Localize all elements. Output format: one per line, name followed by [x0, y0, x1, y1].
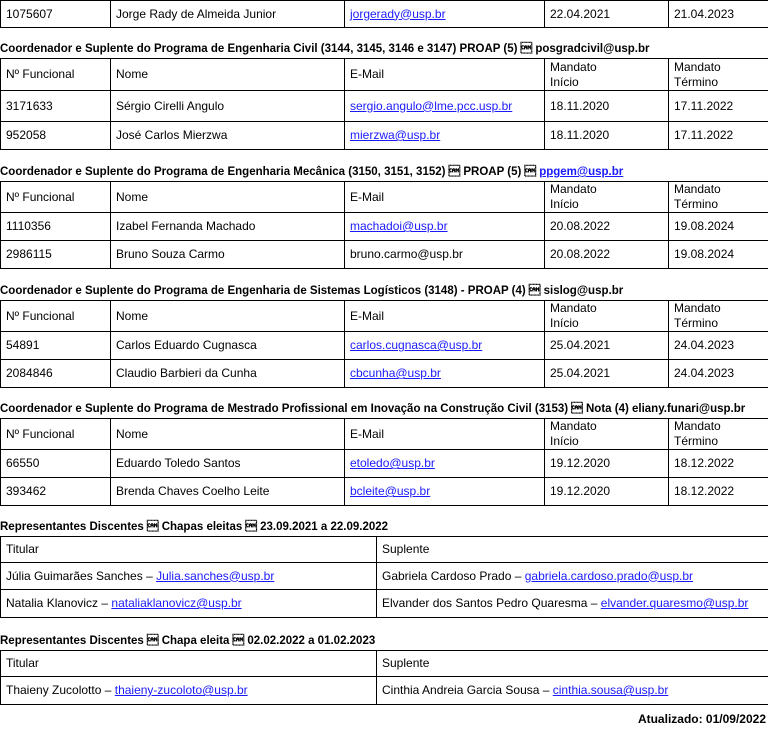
- name-cell: Eduardo Toledo Santos: [111, 450, 345, 478]
- email-link[interactable]: thaieny-zucoloto@usp.br: [114, 683, 248, 697]
- col-header-suplente: Suplente: [377, 537, 768, 563]
- name-cell: José Carlos Mierzwa: [111, 122, 345, 150]
- start-cell: 22.04.2021: [545, 1, 669, 28]
- section-title-civil: Coordenador e Suplente do Programa de Engenharia Civil (3144, 3145, 3146 e 3147) PROAP (5)  posgradcivil@usp.br: [0, 43, 650, 55]
- id-cell: 2084846: [1, 360, 111, 388]
- col-header-id: Nº Funcional: [1, 301, 111, 332]
- end-cell: 18.12.2022: [669, 450, 768, 478]
- col-header-name: Nome: [111, 301, 345, 332]
- email-link[interactable]: nataliaklanovicz@usp.br: [111, 596, 242, 610]
- id-cell: 952058: [1, 122, 111, 150]
- id-cell: 1075607: [1, 1, 111, 28]
- email-link[interactable]: carlos.cugnasca@usp.br: [350, 338, 483, 352]
- table-mestrado: [0, 418, 768, 506]
- table-row: [1, 590, 768, 618]
- end-cell: 17.11.2022: [669, 122, 768, 150]
- start-cell: 19.12.2020: [545, 478, 669, 506]
- students-title-1: Representantes Discentes  Chapas eleitas  23.09.2021 a 22.09.2022: [0, 521, 389, 533]
- col-header-name: Nome: [111, 182, 345, 213]
- id-cell: 2986115: [1, 241, 111, 269]
- name-cell: Bruno Souza Carmo: [111, 241, 345, 269]
- end-cell: 19.08.2024: [669, 213, 768, 241]
- id-cell: 393462: [1, 478, 111, 506]
- titular-cell: Júlia Guimarães Sanches – Julia.sanches@usp.br: [1, 563, 377, 590]
- email-cell: [345, 360, 545, 388]
- col-header-start: Mandato Início: [545, 182, 669, 213]
- start-cell: 25.04.2021: [545, 332, 669, 360]
- email-cell: [345, 478, 545, 506]
- table-row: [1, 677, 768, 705]
- email-cell: [345, 91, 545, 122]
- email-link[interactable]: elvander.quaresmo@usp.br: [600, 596, 749, 610]
- id-cell: 54891: [1, 332, 111, 360]
- col-header-suplente: Suplente: [377, 651, 768, 677]
- table-row: [1, 91, 768, 122]
- id-cell: 3171633: [1, 91, 111, 122]
- suplente-cell: Elvander dos Santos Pedro Quaresma – elvander.quaresmo@usp.br: [377, 590, 768, 618]
- email-link[interactable]: machadoi@usp.br: [350, 219, 448, 233]
- table-header-row: [1, 182, 768, 213]
- email-cell: bruno.carmo@usp.br: [345, 241, 545, 269]
- col-header-email: E-Mail: [345, 59, 545, 91]
- col-header-email: E-Mail: [345, 182, 545, 213]
- start-cell: 18.11.2020: [545, 91, 669, 122]
- name-cell: Claudio Barbieri da Cunha: [111, 360, 345, 388]
- col-header-email: E-Mail: [345, 419, 545, 450]
- suplente-cell: Gabriela Cardoso Prado – gabriela.cardoso.prado@usp.br: [377, 563, 768, 590]
- name-cell: Carlos Eduardo Cugnasca: [111, 332, 345, 360]
- start-cell: 18.11.2020: [545, 122, 669, 150]
- start-cell: 20.08.2022: [545, 241, 669, 269]
- table-mecanica: [0, 181, 768, 269]
- table-row: [1, 360, 768, 388]
- col-header-id: Nº Funcional: [1, 182, 111, 213]
- table-row: [1, 213, 768, 241]
- id-cell: 66550: [1, 450, 111, 478]
- email-link[interactable]: mierzwa@usp.br: [350, 128, 441, 142]
- table-row: [1, 450, 768, 478]
- email-link[interactable]: etoledo@usp.br: [350, 456, 435, 470]
- start-cell: 19.12.2020: [545, 450, 669, 478]
- col-header-titular: Titular: [1, 651, 377, 677]
- email-link[interactable]: jorgerady@usp.br: [350, 6, 446, 21]
- end-cell: 24.04.2023: [669, 332, 768, 360]
- col-header-name: Nome: [111, 59, 345, 91]
- id-cell: 1110356: [1, 213, 111, 241]
- end-cell: 17.11.2022: [669, 91, 768, 122]
- table-row: [1, 563, 768, 590]
- table-civil: [0, 58, 768, 150]
- table-header-row: [1, 651, 768, 677]
- email-link[interactable]: Julia.sanches@usp.br: [156, 568, 275, 583]
- col-header-email: E-Mail: [345, 301, 545, 332]
- students-table-2: [0, 650, 768, 705]
- email-cell: [345, 213, 545, 241]
- col-header-end: Mandato Término: [669, 301, 768, 332]
- col-header-end: Mandato Término: [669, 419, 768, 450]
- table-header-row: [1, 419, 768, 450]
- table-row: [1, 478, 768, 506]
- start-cell: 20.08.2022: [545, 213, 669, 241]
- email-link[interactable]: bcleite@usp.br: [350, 484, 431, 498]
- end-cell: 19.08.2024: [669, 241, 768, 269]
- name-cell: Brenda Chaves Coelho Leite: [111, 478, 345, 506]
- email-cell: [345, 1, 545, 28]
- email-link[interactable]: sergio.angulo@lme.pcc.usp.br: [350, 98, 513, 113]
- students-table-1: [0, 536, 768, 618]
- updated-label: Atualizado: 01/09/2022: [637, 712, 766, 726]
- suplente-cell: Cinthia Andreia Garcia Sousa – cinthia.sousa@usp.br: [377, 677, 768, 705]
- col-header-end: Mandato Término: [669, 59, 768, 91]
- col-header-start: Mandato Início: [545, 419, 669, 450]
- section-title-mecanica: Coordenador e Suplente do Programa de Engenharia Mecânica (3150, 3151, 3152)  PROAP (5)  ppgem@usp.br: [0, 166, 624, 178]
- col-header-titular: Titular: [1, 537, 377, 563]
- col-header-end: Mandato Término: [669, 182, 768, 213]
- col-header-id: Nº Funcional: [1, 59, 111, 91]
- end-cell: 18.12.2022: [669, 478, 768, 506]
- col-header-name: Nome: [111, 419, 345, 450]
- email-cell: [345, 450, 545, 478]
- name-cell: Izabel Fernanda Machado: [111, 213, 345, 241]
- table-header-row: [1, 537, 768, 563]
- email-cell: [345, 122, 545, 150]
- table-row: [1, 241, 768, 269]
- section-title-mestrado: Coordenador e Suplente do Programa de Mestrado Profissional em Inovação na Construção Civil (3153)  Nota (4) eliany.funari@usp.br: [0, 403, 746, 415]
- table-header-row: [1, 59, 768, 91]
- start-cell: 25.04.2021: [545, 360, 669, 388]
- end-cell: 21.04.2023: [669, 1, 768, 28]
- section-title-link[interactable]: ppgem@usp.br: [539, 166, 624, 178]
- titular-cell: Thaieny Zucolotto – thaieny-zucoloto@usp.br: [1, 677, 377, 705]
- titular-cell: Natalia Klanovicz – nataliaklanovicz@usp.br: [1, 590, 377, 618]
- table-header-row: [1, 301, 768, 332]
- name-cell: Sérgio Cirelli Angulo: [111, 91, 345, 122]
- name-cell: Jorge Rady de Almeida Junior: [111, 1, 345, 28]
- section-title-logisticos: Coordenador e Suplente do Programa de Engenharia de Sistemas Logísticos (3148) - PROAP (4)  sislog@usp.br: [0, 285, 624, 297]
- email-link[interactable]: cbcunha@usp.br: [350, 366, 441, 380]
- email-cell: [345, 332, 545, 360]
- table-logisticos: [0, 300, 768, 388]
- top-table: [0, 0, 768, 28]
- table-row: [1, 332, 768, 360]
- col-header-start: Mandato Início: [545, 301, 669, 332]
- col-header-id: Nº Funcional: [1, 419, 111, 450]
- students-title-2: Representantes Discentes  Chapa eleita  02.02.2022 a 01.02.2023: [0, 635, 376, 647]
- email-link[interactable]: cinthia.sousa@usp.br: [552, 683, 669, 697]
- email-link[interactable]: gabriela.cardoso.prado@usp.br: [524, 568, 694, 583]
- table-row: [1, 1, 768, 28]
- end-cell: 24.04.2023: [669, 360, 768, 388]
- col-header-start: Mandato Início: [545, 59, 669, 91]
- table-row: [1, 122, 768, 150]
